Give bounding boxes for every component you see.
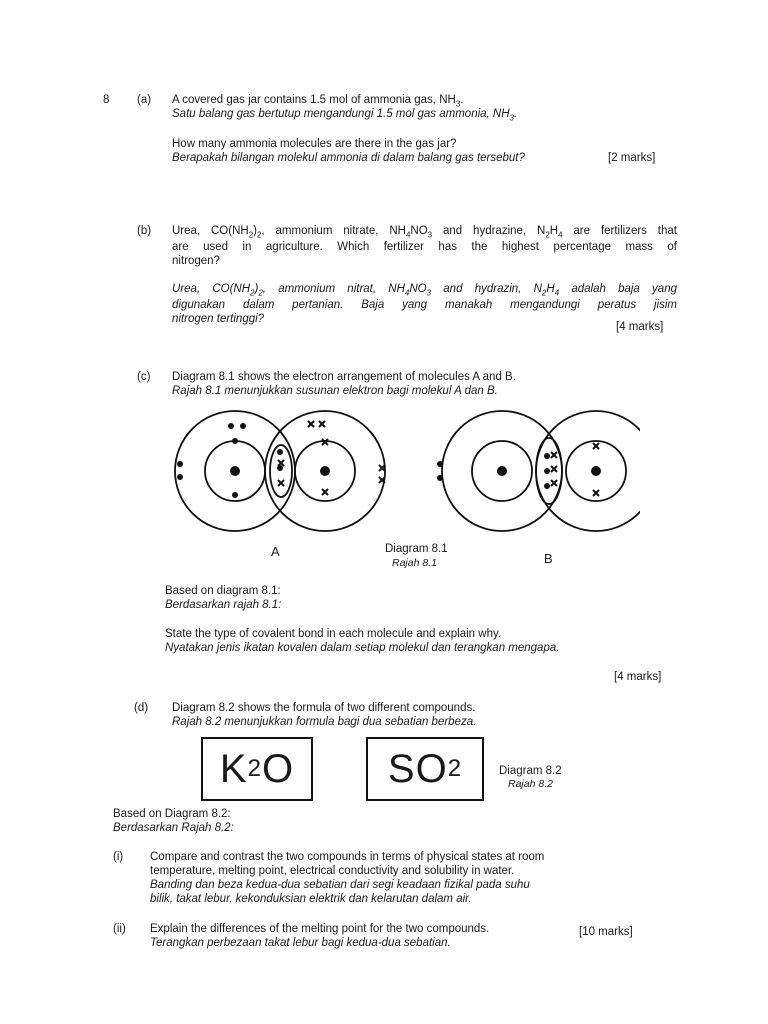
part-d-question-ms: Rajah 8.2 menunjukkan formula bagi dua sebatian berbeza.: [172, 716, 477, 728]
part-d-ii-question-en: Explain the differences of the melting point for the two compounds.: [150, 923, 490, 935]
diagram-8-1-caption-ms: Rajah 8.1: [392, 557, 437, 569]
diagram-8-1-caption: Diagram 8.1: [385, 543, 448, 555]
part-d-based-en: Based on Diagram 8.2:: [113, 808, 231, 820]
part-a-label: (a): [137, 94, 152, 106]
part-c-task-en: State the type of covalent bond in each molecule and explain why.: [165, 628, 502, 640]
part-b-label: (b): [137, 225, 152, 237]
part-b-line2: are used in agriculture. Which fertilizer has the highest percentage mass of: [172, 241, 677, 254]
part-d-question-en: Diagram 8.2 shows the formula of two different compounds.: [172, 702, 476, 714]
part-d-i-label: (i): [113, 851, 124, 863]
part-d-based-ms: Berdasarkan Rajah 8.2:: [113, 822, 234, 834]
part-d-i-line2: temperature, melting point, electrical conductivity and solubility in water.: [150, 865, 515, 878]
part-d-ii-label: (ii): [113, 923, 126, 935]
part-d-ii-question-ms: Terangkan perbezaan takat lebur bagi kedua-dua sebatian.: [150, 937, 451, 949]
compound-k2o-box: K 2 O: [201, 737, 313, 801]
part-b-marks: [4 marks]: [616, 321, 664, 333]
part-c-task-ms: Nyatakan jenis ikatan kovalen dalam setiap molekul dan terangkan mengapa.: [165, 642, 560, 654]
part-a-question-ms: Satu balang gas bertutup mengandungi 1.5 mol gas ammonia, $NH_3$.: [172, 108, 518, 123]
diagram-8-2-caption: Diagram 8.2: [499, 765, 562, 777]
part-d-i-line1: Compare and contrast the two compounds in terms of physical states at room: [150, 851, 545, 863]
part-a-subquestion-ms: Berapakah bilangan molekul ammonia di dalam balang gas tersebut?: [172, 152, 525, 164]
part-c-based-ms: Berdasarkan rajah 8.1:: [165, 599, 282, 611]
part-b-ms-line3: nitrogen tertinggi?: [172, 313, 265, 326]
part-c-marks: [4 marks]: [614, 671, 662, 683]
question-number: 8: [103, 94, 110, 106]
part-d-i-ms-line1: Banding dan beza kedua-dua sebatian dari segi keadaan fizikal pada suhu: [150, 879, 530, 891]
part-d-i-question-ms: [150, 878, 650, 906]
part-c-question-ms: Rajah 8.1 menunjukkan susunan elektron bagi molekul A dan B.: [172, 385, 498, 397]
diagram-8-2-caption-ms: Rajah 8.2: [508, 778, 553, 790]
part-b-ms-line2: digunakan dalam pertanian. Baja yang manakah mengandungi peratus jisim: [172, 299, 677, 312]
part-d-i-ms-line2: bilik, takat lebur, kekonduksian elektrik dan kelarutan dalam air.: [150, 893, 472, 906]
diagram-8-1: [160, 410, 640, 540]
part-c-based-en: Based on diagram 8.1:: [165, 585, 281, 597]
part-d-i-question-en: [150, 850, 650, 878]
part-d-label: (d): [134, 702, 149, 714]
molecule-b-drawing: [442, 411, 640, 531]
part-a-marks: [2 marks]: [608, 152, 656, 164]
part-a-subquestion-en: How many ammonia molecules are there in the gas jar?: [172, 138, 457, 150]
part-d-marks: [10 marks]: [579, 926, 633, 938]
part-b-question-ms: Urea, $CO(NH_2)_2$, ammonium nitrat, $NH_4NO_3$ and hydrazin, $N_2H_4$ adalah baja yang digunakan dalam pertanian. Baja yang manakah mengandungi peratus jisim nitrogen tertinggi?: [172, 283, 677, 326]
part-a-question-en: A covered gas jar contains 1.5 mol of ammonia gas, $NH_3$.: [172, 94, 464, 109]
part-b-line3: nitrogen?: [172, 255, 220, 268]
molecule-b-label: B: [544, 551, 553, 566]
part-b-question-en: Urea, $CO(NH_2)_2$, ammonium nitrate, $NH_4NO_3$ and hydrazine, $N_2H_4$ are fertilizers that are used in agriculture. Which fertilizer has the highest percentage mass of nitrogen?: [172, 225, 677, 268]
part-c-label: (c): [137, 371, 151, 383]
part-c-question-en: Diagram 8.1 shows the electron arrangement of molecules A and B.: [172, 371, 516, 383]
molecule-a-label: A: [271, 544, 280, 559]
compound-so2-box: SO 2: [366, 737, 484, 801]
